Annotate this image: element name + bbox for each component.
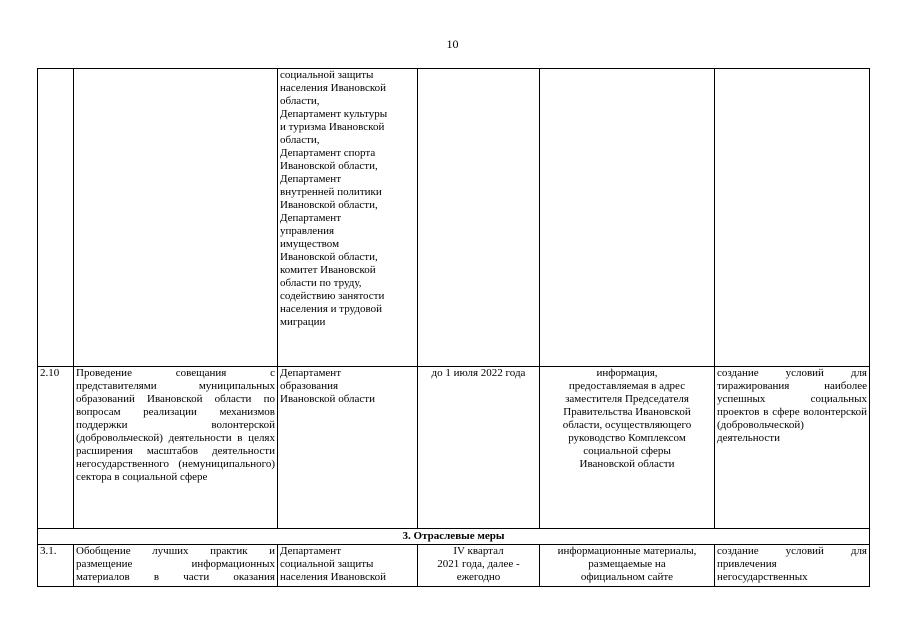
measures-table xyxy=(37,68,870,587)
cell-measure xyxy=(74,69,278,367)
cell-deadline: IV квартал 2021 года, далее - ежегодно xyxy=(418,545,540,587)
cell-effect xyxy=(715,69,870,367)
cell-measure: Проведение совещания с представителями муниципальных образований Ивановской области по вопросам реализации механизмов поддержки волонтерской (добровольческой) деятельности в целях расширения масштабов деятельности негосударственного (немуниципального) сектора в социальной сфере xyxy=(74,367,278,529)
table-row xyxy=(38,69,870,367)
cell-effect: создание условий для привлечения негосударственных xyxy=(715,545,870,587)
cell-number xyxy=(38,69,74,367)
cell-number: 2.10 xyxy=(38,367,74,529)
section-row xyxy=(38,529,870,545)
cell-result: информация, предоставляемая в адрес заместителя Председателя Правительства Ивановской области, осуществляющего руководство Комплексом социальной сферы Ивановской области xyxy=(540,367,715,529)
page-number: 10 xyxy=(446,37,459,51)
cell-measure: Обобщение лучших практик и размещение информационных материалов в части оказания xyxy=(74,545,278,587)
section-heading: 3. Отраслевые меры xyxy=(38,529,870,545)
cell-executors: социальной защиты населения Ивановской области, Департамент культуры и туризма Ивановской области, Департамент спорта Ивановской области, Департамент внутренней политики Ивановской области, Департамент управления имуществом Ивановской области, комитет Ивановской области по труду, содействию занятости населения и трудовой миграции xyxy=(278,69,418,367)
table-row xyxy=(38,545,870,587)
cell-number: 3.1. xyxy=(38,545,74,587)
cell-result: информационные материалы, размещаемые на официальном сайте xyxy=(540,545,715,587)
cell-effect: создание условий для тиражирования наиболее успешных социальных проектов в сфере волонтерской (добровольческой) деятельности xyxy=(715,367,870,529)
table-row xyxy=(38,367,870,529)
cell-executors: Департамент образования Ивановской области xyxy=(278,367,418,529)
cell-executors: Департамент социальной защиты населения Ивановской xyxy=(278,545,418,587)
cell-result xyxy=(540,69,715,367)
cell-deadline: до 1 июля 2022 года xyxy=(418,367,540,529)
cell-deadline xyxy=(418,69,540,367)
